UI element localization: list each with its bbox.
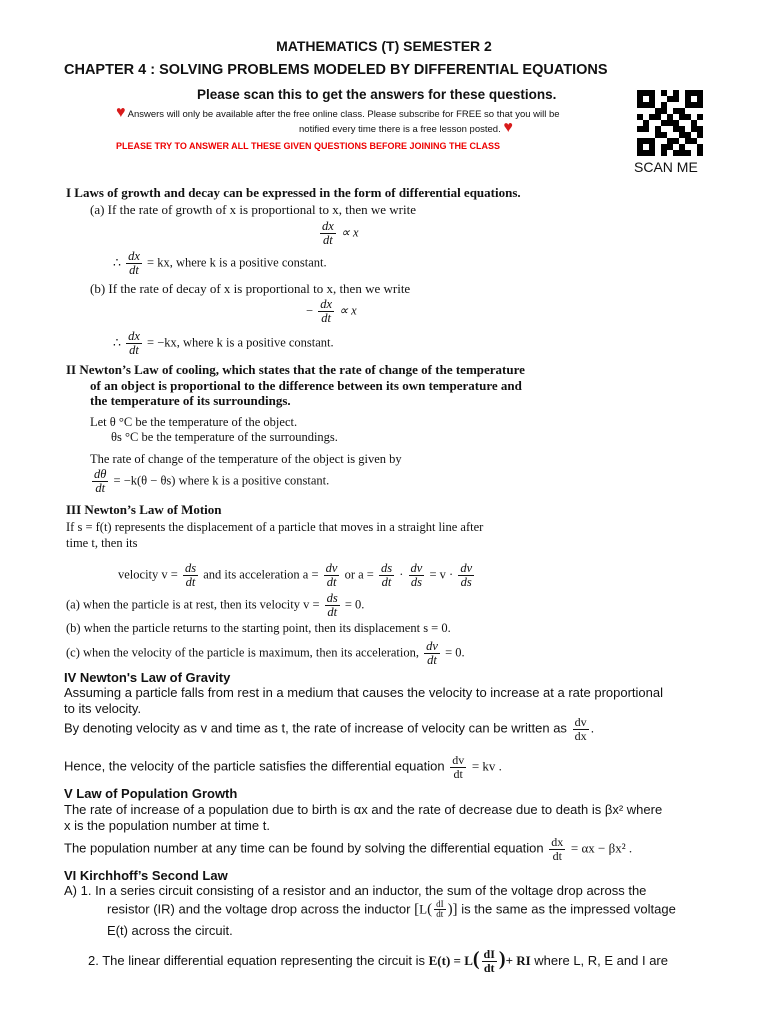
- equation-1a: $\frac{dx}{dt}$ ∝ x: [322, 219, 359, 248]
- section-3-intro-2: time t, then its: [66, 536, 138, 550]
- section-1-heading: I Laws of growth and decay can be expressed in the form of differential equations.: [66, 185, 521, 200]
- section-6-a1: A) 1. In a series circuit consisting of a resistor and an inductor, the sum of the voltage drop across the: [64, 883, 647, 898]
- scan-me-label: SCAN ME: [634, 159, 698, 175]
- section-5-p3: The population number at any time can be found by solving the differential equation $\frac{dx}{dt}$ = αx − βx² .: [64, 835, 633, 863]
- section-4-p4: Hence, the velocity of the particle satisfies the differential equation $\frac{dv}{dt}$ = kv .: [64, 753, 502, 781]
- section-3c: (c) when the velocity of the particle is maximum, then its acceleration, $\frac{dv}{dt}$ = 0.: [66, 639, 465, 668]
- equation-2: $\frac{d\theta}{dt}$ = −k(θ − θs) where k is a positive constant.: [94, 467, 330, 496]
- qr-code-icon: [637, 90, 703, 156]
- heart-icon: ♥: [116, 104, 126, 121]
- qr-code[interactable]: [637, 90, 703, 156]
- equation-1b-therefore: ∴ $\frac{dx}{dt}$ = −kx, where k is a positive constant.: [113, 329, 334, 358]
- answers-note-2: notified every time there is a free lesson posted. ♥: [299, 119, 513, 136]
- equation-3-motion: velocity v = $\frac{ds}{dt}$ and its acceleration a = $\frac{dv}{dt}$ or a = $\frac{ds}{dt}$ · $\frac{dv}{ds}$ = v · $\frac{dv}{ds}$: [118, 561, 473, 590]
- section-2-let-1: Let θ °C be the temperature of the object.: [90, 415, 298, 429]
- warning-text: PLEASE TRY TO ANSWER ALL THESE GIVEN QUESTIONS BEFORE JOINING THE CLASS: [116, 141, 501, 151]
- section-6-a2: 2. The linear differential equation representing the circuit is E(t) = L( $\frac{dI}{dt}$ )+ RI where L, R, E and I are: [88, 947, 668, 976]
- section-1a: (a) If the rate of growth of x is proportional to x, then we write: [90, 202, 416, 217]
- section-4-p3: By denoting velocity as v and time as t, the rate of increase of velocity can be written as $\frac{dv}{dx}$ .: [64, 715, 595, 743]
- section-6-a1-2: resistor (IR) and the voltage drop across the inductor [L( $\frac{dI}{dt}$ )] is the same as the impressed voltage: [107, 899, 676, 920]
- section-6-a1-3: E(t) across the circuit.: [107, 923, 233, 938]
- section-2-let-2: θs °C be the temperature of the surroundings.: [111, 430, 338, 444]
- equation-1a-therefore: ∴ $\frac{dx}{dt}$ = kx, where k is a positive constant.: [113, 249, 327, 278]
- section-2-heading-2: of an object is proportional to the difference between its own temperature and: [90, 378, 522, 393]
- page-title: MATHEMATICS (T) SEMESTER 2: [276, 38, 492, 54]
- section-2-rate: The rate of change of the temperature of the object is given by: [90, 452, 402, 466]
- section-6-heading: VI Kirchhoff’s Second Law: [64, 868, 228, 883]
- section-5-p2: x is the population number at time t.: [64, 818, 270, 833]
- chapter-title: CHAPTER 4 : SOLVING PROBLEMS MODELED BY DIFFERENTIAL EQUATIONS: [64, 62, 608, 78]
- section-2-heading: II Newton’s Law of cooling, which states that the rate of change of the temperature: [66, 362, 525, 377]
- section-3b: (b) when the particle returns to the starting point, then its displacement s = 0.: [66, 621, 451, 635]
- equation-1b: − $\frac{dx}{dt}$ ∝ x: [306, 297, 357, 326]
- section-2-heading-3: the temperature of its surroundings.: [90, 393, 291, 408]
- section-3-intro: If s = f(t) represents the displacement of a particle that moves in a straight line after: [66, 520, 484, 534]
- section-5-p1: The rate of increase of a population due to birth is αx and the rate of decrease due to death is βx² where: [64, 802, 663, 817]
- answers-note: ♥ Answers will only be available after the free online class. Please subscribe for FREE so that you will be: [116, 104, 560, 121]
- heart-icon: ♥: [503, 119, 513, 136]
- section-4-heading: IV Newton's Law of Gravity: [64, 670, 231, 685]
- section-4-p2: to its velocity.: [64, 701, 142, 716]
- section-1b: (b) If the rate of decay of x is proportional to x, then we write: [90, 281, 411, 296]
- section-3a: (a) when the particle is at rest, then its velocity v = $\frac{ds}{dt}$ = 0.: [66, 591, 365, 620]
- section-3-heading: III Newton’s Law of Motion: [66, 502, 222, 517]
- scan-prompt: Please scan this to get the answers for these questions.: [197, 87, 557, 102]
- section-5-heading: V Law of Population Growth: [64, 786, 238, 801]
- section-4-p1: Assuming a particle falls from rest in a medium that causes the velocity to increase at a rate proportional: [64, 685, 664, 700]
